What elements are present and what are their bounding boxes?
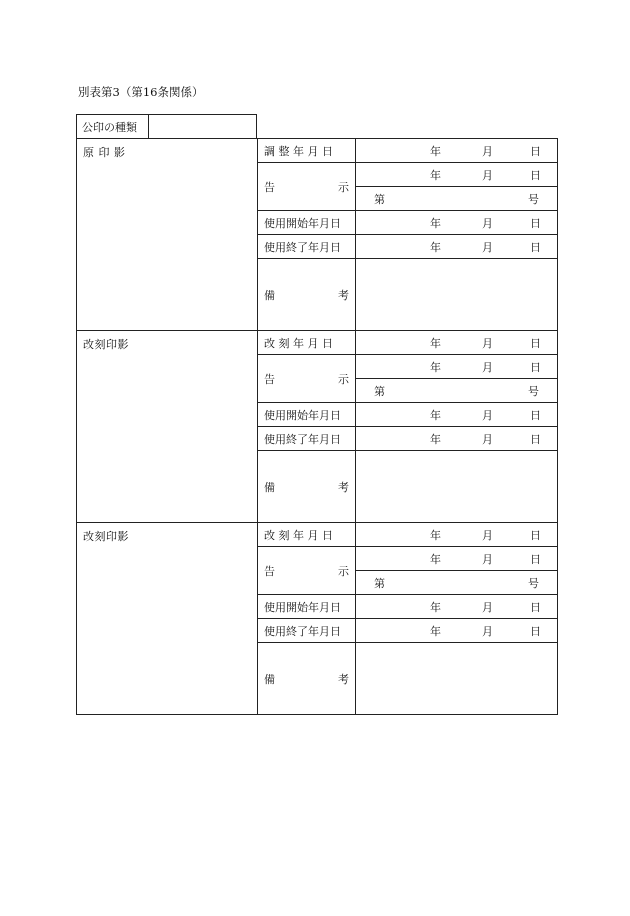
section-row <box>77 139 558 163</box>
month-unit: 月 <box>482 168 493 182</box>
date-cell <box>356 331 558 355</box>
number-suffix: 号 <box>528 576 539 590</box>
imprint-label: 原 印 影 <box>83 146 126 159</box>
end-date-label: 使用終了年月日 <box>258 235 356 259</box>
seal-type-field <box>149 115 256 138</box>
date-value <box>356 239 557 255</box>
imprint-cell <box>77 523 258 715</box>
engrave-date-label: 改 刻 年 月 日 <box>258 523 356 547</box>
month-unit: 月 <box>482 624 493 638</box>
day-unit: 日 <box>530 216 541 230</box>
end-date-cell <box>356 235 558 259</box>
month-unit: 月 <box>482 528 493 542</box>
month-unit: 月 <box>482 360 493 374</box>
year-unit: 年 <box>430 552 441 566</box>
notice-date-cell <box>356 163 558 187</box>
number-prefix: 第 <box>374 192 385 206</box>
remarks-cell <box>356 643 558 715</box>
remarks-label: 備 考 <box>258 451 356 523</box>
start-date-cell <box>356 403 558 427</box>
end-date-label: 使用終了年月日 <box>258 427 356 451</box>
date-value <box>356 143 557 159</box>
date-value <box>356 359 557 375</box>
date-value <box>356 335 557 351</box>
number-prefix: 第 <box>374 576 385 590</box>
number-suffix: 号 <box>528 192 539 206</box>
month-unit: 月 <box>482 336 493 350</box>
date-value <box>356 599 557 615</box>
end-date-cell <box>356 427 558 451</box>
day-unit: 日 <box>530 624 541 638</box>
start-date-label: 使用開始年月日 <box>258 595 356 619</box>
imprint-cell <box>77 331 258 523</box>
section-row <box>77 523 558 547</box>
month-unit: 月 <box>482 408 493 422</box>
year-unit: 年 <box>430 240 441 254</box>
date-value <box>356 551 557 567</box>
adjust-date-label: 調 整 年 月 日 <box>258 139 356 163</box>
seal-type-box <box>76 114 257 138</box>
notice-date-cell <box>356 547 558 571</box>
notice-label: 告 示 <box>258 355 356 403</box>
year-unit: 年 <box>430 336 441 350</box>
date-value <box>356 407 557 423</box>
start-date-cell <box>356 595 558 619</box>
year-unit: 年 <box>430 408 441 422</box>
day-unit: 日 <box>530 144 541 158</box>
month-unit: 月 <box>482 240 493 254</box>
end-date-label: 使用終了年月日 <box>258 619 356 643</box>
notice-number-cell <box>356 571 558 595</box>
document-caption: 別表第3（第16条関係） <box>78 85 204 99</box>
notice-date-cell <box>356 355 558 379</box>
day-unit: 日 <box>530 408 541 422</box>
date-cell <box>356 523 558 547</box>
seal-register-form <box>76 114 558 715</box>
imprint-cell <box>77 139 258 331</box>
notice-label: 告 示 <box>258 163 356 211</box>
day-unit: 日 <box>530 432 541 446</box>
remarks-label: 備 考 <box>258 259 356 331</box>
day-unit: 日 <box>530 552 541 566</box>
date-value <box>356 527 557 543</box>
date-value <box>356 623 557 639</box>
date-cell <box>356 139 558 163</box>
date-value <box>356 215 557 231</box>
day-unit: 日 <box>530 168 541 182</box>
seal-type-label: 公印の種類 <box>77 115 149 138</box>
year-unit: 年 <box>430 600 441 614</box>
start-date-label: 使用開始年月日 <box>258 403 356 427</box>
day-unit: 日 <box>530 528 541 542</box>
year-unit: 年 <box>430 168 441 182</box>
year-unit: 年 <box>430 528 441 542</box>
year-unit: 年 <box>430 624 441 638</box>
remarks-cell <box>356 259 558 331</box>
year-unit: 年 <box>430 144 441 158</box>
day-unit: 日 <box>530 600 541 614</box>
notice-label: 告 示 <box>258 547 356 595</box>
year-unit: 年 <box>430 432 441 446</box>
year-unit: 年 <box>430 216 441 230</box>
day-unit: 日 <box>530 336 541 350</box>
year-unit: 年 <box>430 360 441 374</box>
month-unit: 月 <box>482 600 493 614</box>
number-suffix: 号 <box>528 384 539 398</box>
day-unit: 日 <box>530 360 541 374</box>
day-unit: 日 <box>530 240 541 254</box>
imprint-label: 改刻印影 <box>83 530 129 543</box>
start-date-cell <box>356 211 558 235</box>
month-unit: 月 <box>482 216 493 230</box>
notice-number-cell <box>356 187 558 211</box>
imprint-label: 改刻印影 <box>83 338 129 351</box>
notice-number-cell <box>356 379 558 403</box>
seal-table <box>76 138 558 715</box>
remarks-label: 備 考 <box>258 643 356 715</box>
section-row <box>77 331 558 355</box>
remarks-cell <box>356 451 558 523</box>
engrave-date-label: 改 刻 年 月 日 <box>258 331 356 355</box>
month-unit: 月 <box>482 432 493 446</box>
date-value <box>356 431 557 447</box>
date-value <box>356 167 557 183</box>
month-unit: 月 <box>482 144 493 158</box>
end-date-cell <box>356 619 558 643</box>
start-date-label: 使用開始年月日 <box>258 211 356 235</box>
month-unit: 月 <box>482 552 493 566</box>
number-prefix: 第 <box>374 384 385 398</box>
